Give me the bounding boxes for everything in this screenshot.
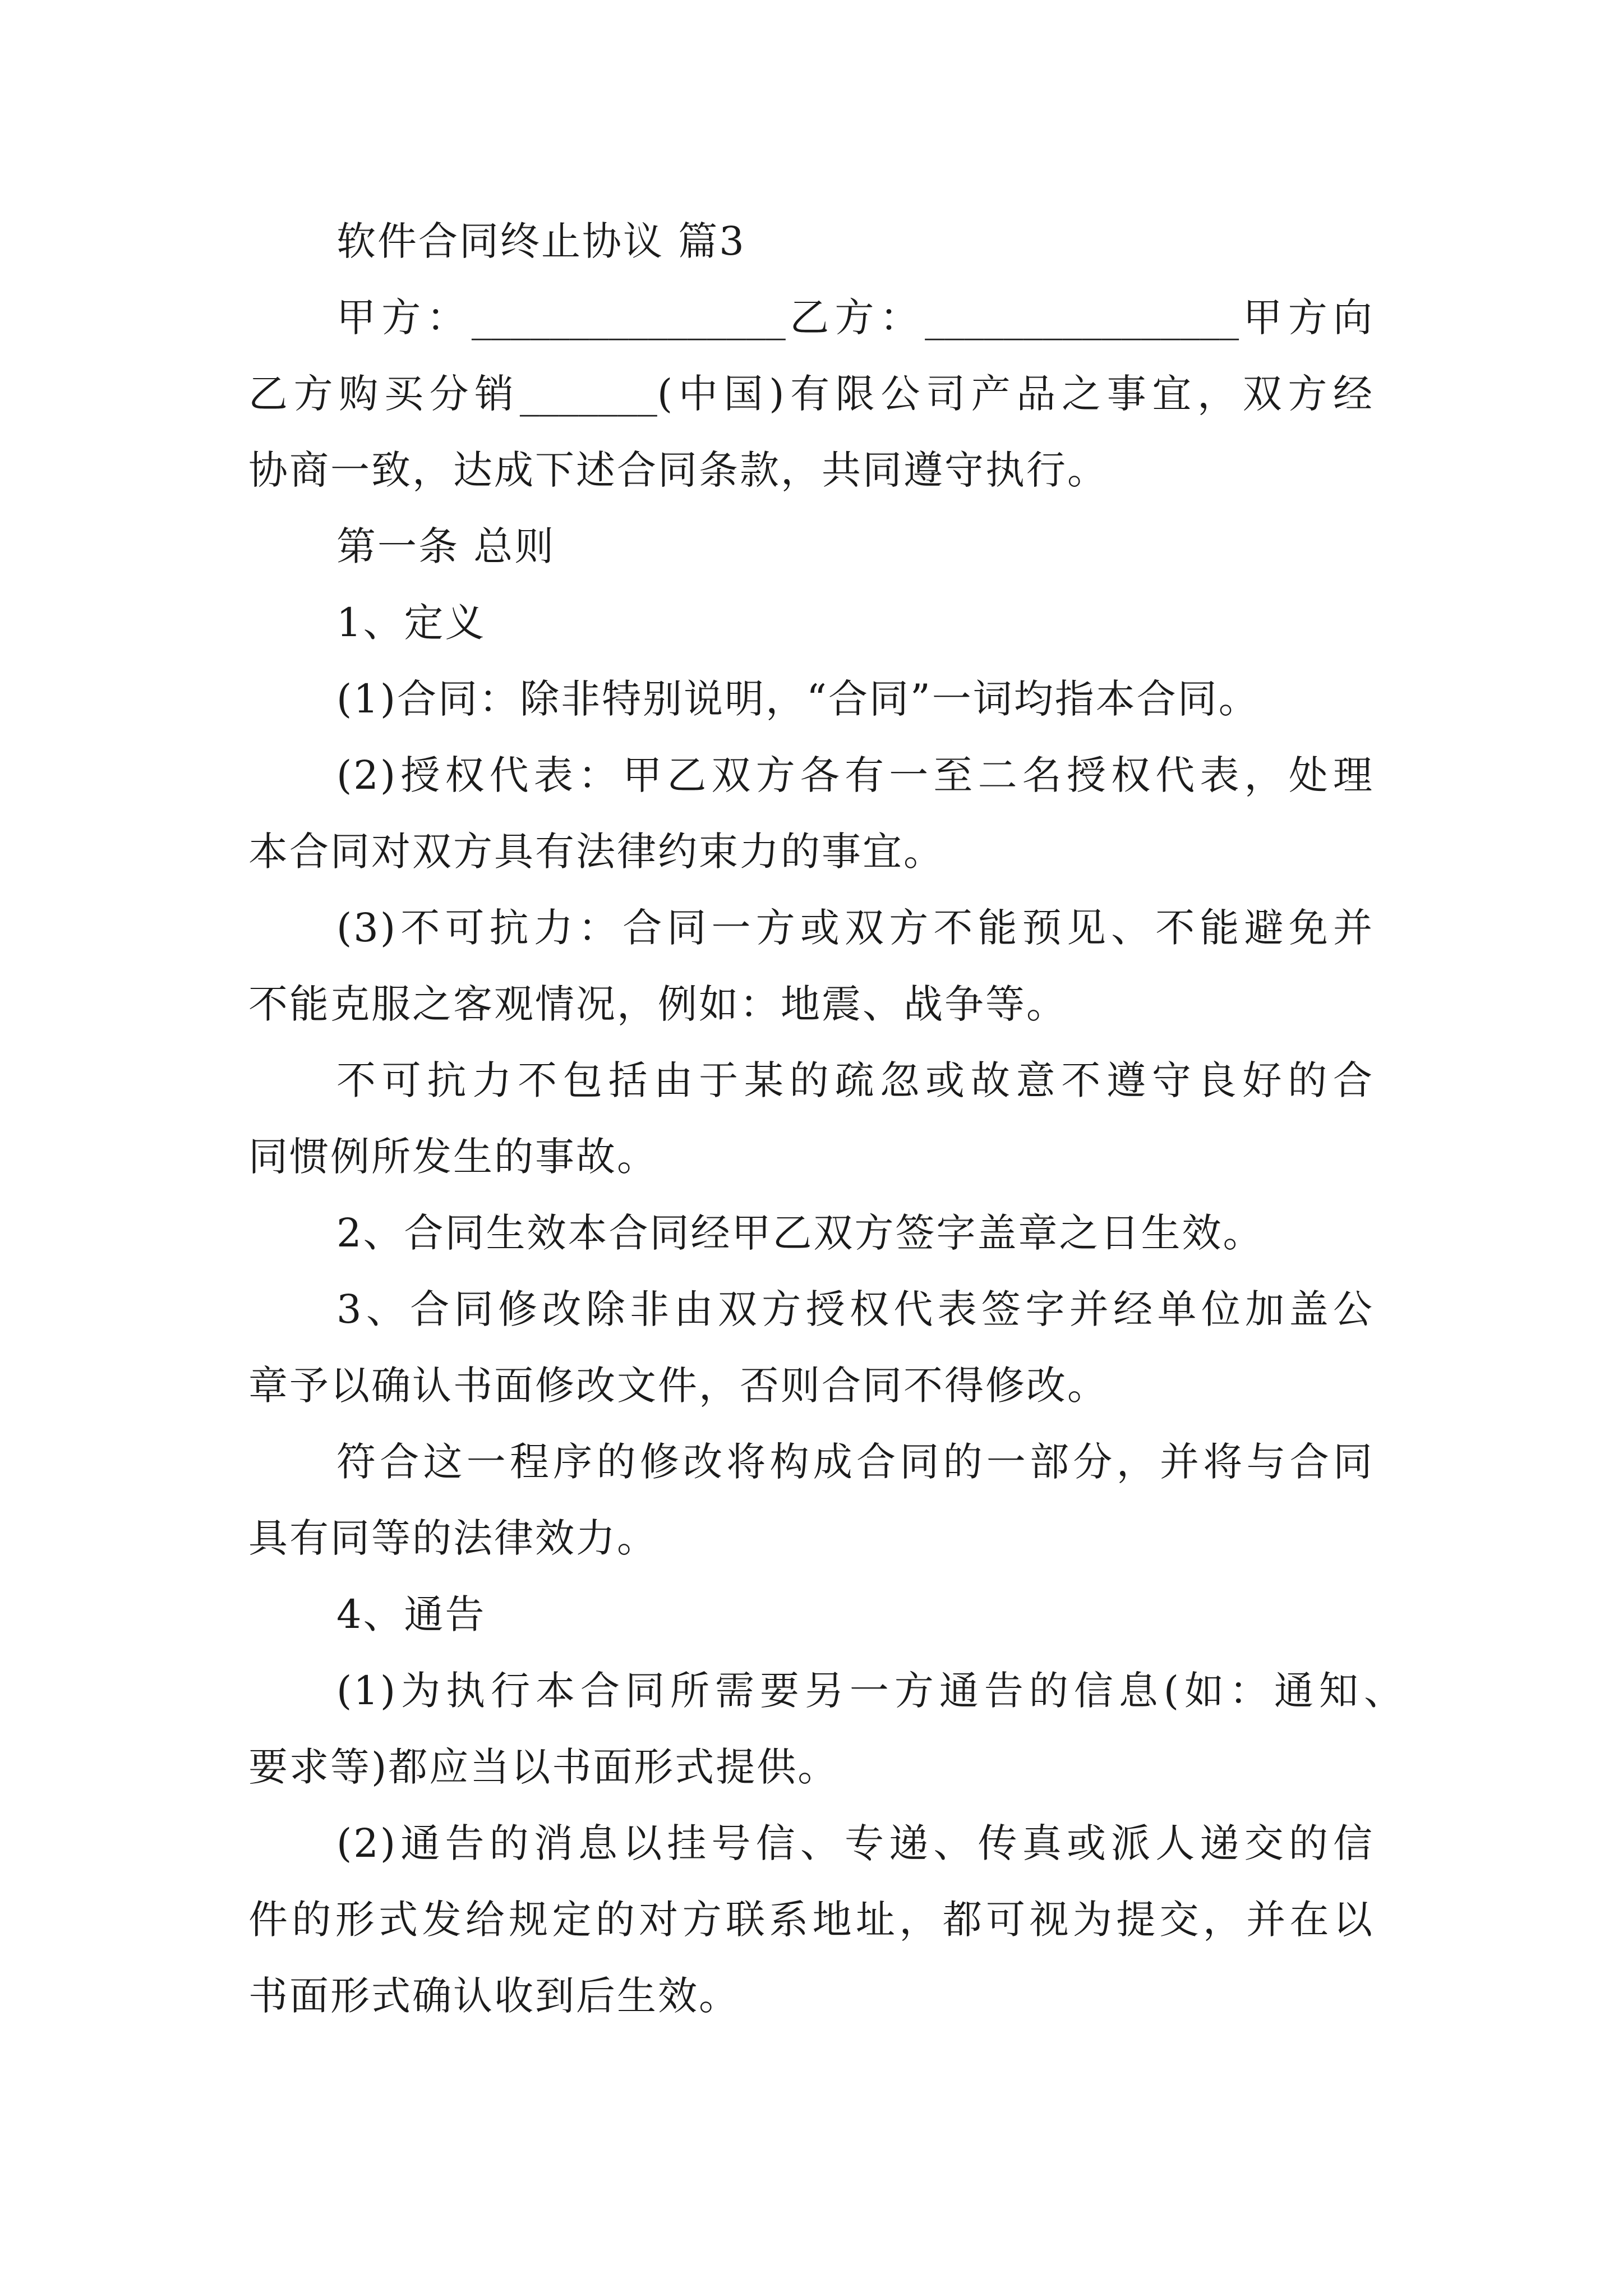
document-page bbox=[248, 203, 1405, 2034]
section-title bbox=[248, 508, 1374, 585]
paragraph bbox=[248, 1195, 1374, 1271]
text-line: 4、通告 bbox=[336, 1591, 486, 1637]
product-blank: _______ bbox=[519, 371, 657, 417]
text-line: 本合同对双方具有法律约束力的事宜。 bbox=[248, 829, 944, 875]
paragraph bbox=[248, 1424, 1374, 1576]
text-line: 第一条 总则 bbox=[336, 523, 556, 569]
text-line: 协商一致，达成下述合同条款，共同遵守执行。 bbox=[248, 447, 1108, 493]
text-line: 书面形式确认收到后生效。 bbox=[248, 1973, 740, 2019]
clause-heading bbox=[248, 1576, 1374, 1653]
text-line: (2)授权代表：甲乙双方各有一至二名授权代表，处理 bbox=[336, 752, 1374, 798]
text-line: 具有同等的法律效力。 bbox=[248, 1515, 658, 1561]
parties-line bbox=[248, 279, 1374, 356]
text-line: 件的形式发给规定的对方联系地址，都可视为提交，并在以 bbox=[248, 1897, 1374, 1943]
text-line: 不能克服之客观情况，例如：地震、战争等。 bbox=[248, 981, 1067, 1027]
document-heading: 软件合同终止协议 篇3 bbox=[336, 218, 746, 264]
text-line: 章予以确认书面修改文件，否则合同不得修改。 bbox=[248, 1363, 1108, 1409]
paragraph bbox=[248, 1271, 1374, 1424]
product-line-head: 乙方购买分销 bbox=[248, 371, 520, 417]
paragraph bbox=[248, 1805, 1374, 2034]
intro-paragraph bbox=[248, 279, 1374, 508]
intro-line-tail: 甲方向 bbox=[1239, 295, 1375, 341]
text-line: (1)为执行本合同所需要另一方通告的信息(如：通知、 bbox=[336, 1668, 1405, 1714]
text-line: 符合这一程序的修改将构成合同的一部分，并将与合同 bbox=[336, 1439, 1374, 1485]
paragraph bbox=[248, 661, 1374, 737]
text-line: 要求等)都应当以书面形式提供。 bbox=[248, 1744, 839, 1790]
paragraph bbox=[248, 1653, 1405, 1805]
paragraph bbox=[248, 890, 1374, 1042]
text-line: (3)不可抗力：合同一方或双方不能预见、不能避免并 bbox=[336, 905, 1374, 951]
text-line: 同惯例所发生的事故。 bbox=[248, 1134, 658, 1180]
paragraph bbox=[248, 1042, 1374, 1195]
party-b-label: 乙方： bbox=[785, 295, 925, 341]
clause-heading bbox=[248, 585, 1374, 661]
text-line: 2、合同生效本合同经甲乙双方签字盖章之日生效。 bbox=[336, 1210, 1264, 1256]
party-a-label: 甲方： bbox=[336, 295, 472, 341]
product-line-tail: (中国)有限公司产品之事宜，双方经 bbox=[657, 371, 1374, 417]
text-line: 1、定义 bbox=[336, 600, 486, 646]
paragraph bbox=[248, 737, 1374, 890]
text-line: 3、合同修改除非由双方授权代表签字并经单位加盖公 bbox=[336, 1286, 1374, 1332]
party-b-blank: ________________ bbox=[925, 295, 1239, 341]
party-a-blank: ________________ bbox=[471, 295, 786, 341]
product-line bbox=[248, 356, 1374, 432]
text-line: 不可抗力不包括由于某的疏忽或故意不遵守良好的合 bbox=[336, 1057, 1374, 1103]
text-line: (1)合同：除非特别说明，“合同”一词均指本合同。 bbox=[336, 676, 1260, 722]
text-line: (2)通告的消息以挂号信、专递、传真或派人递交的信 bbox=[336, 1820, 1374, 1866]
